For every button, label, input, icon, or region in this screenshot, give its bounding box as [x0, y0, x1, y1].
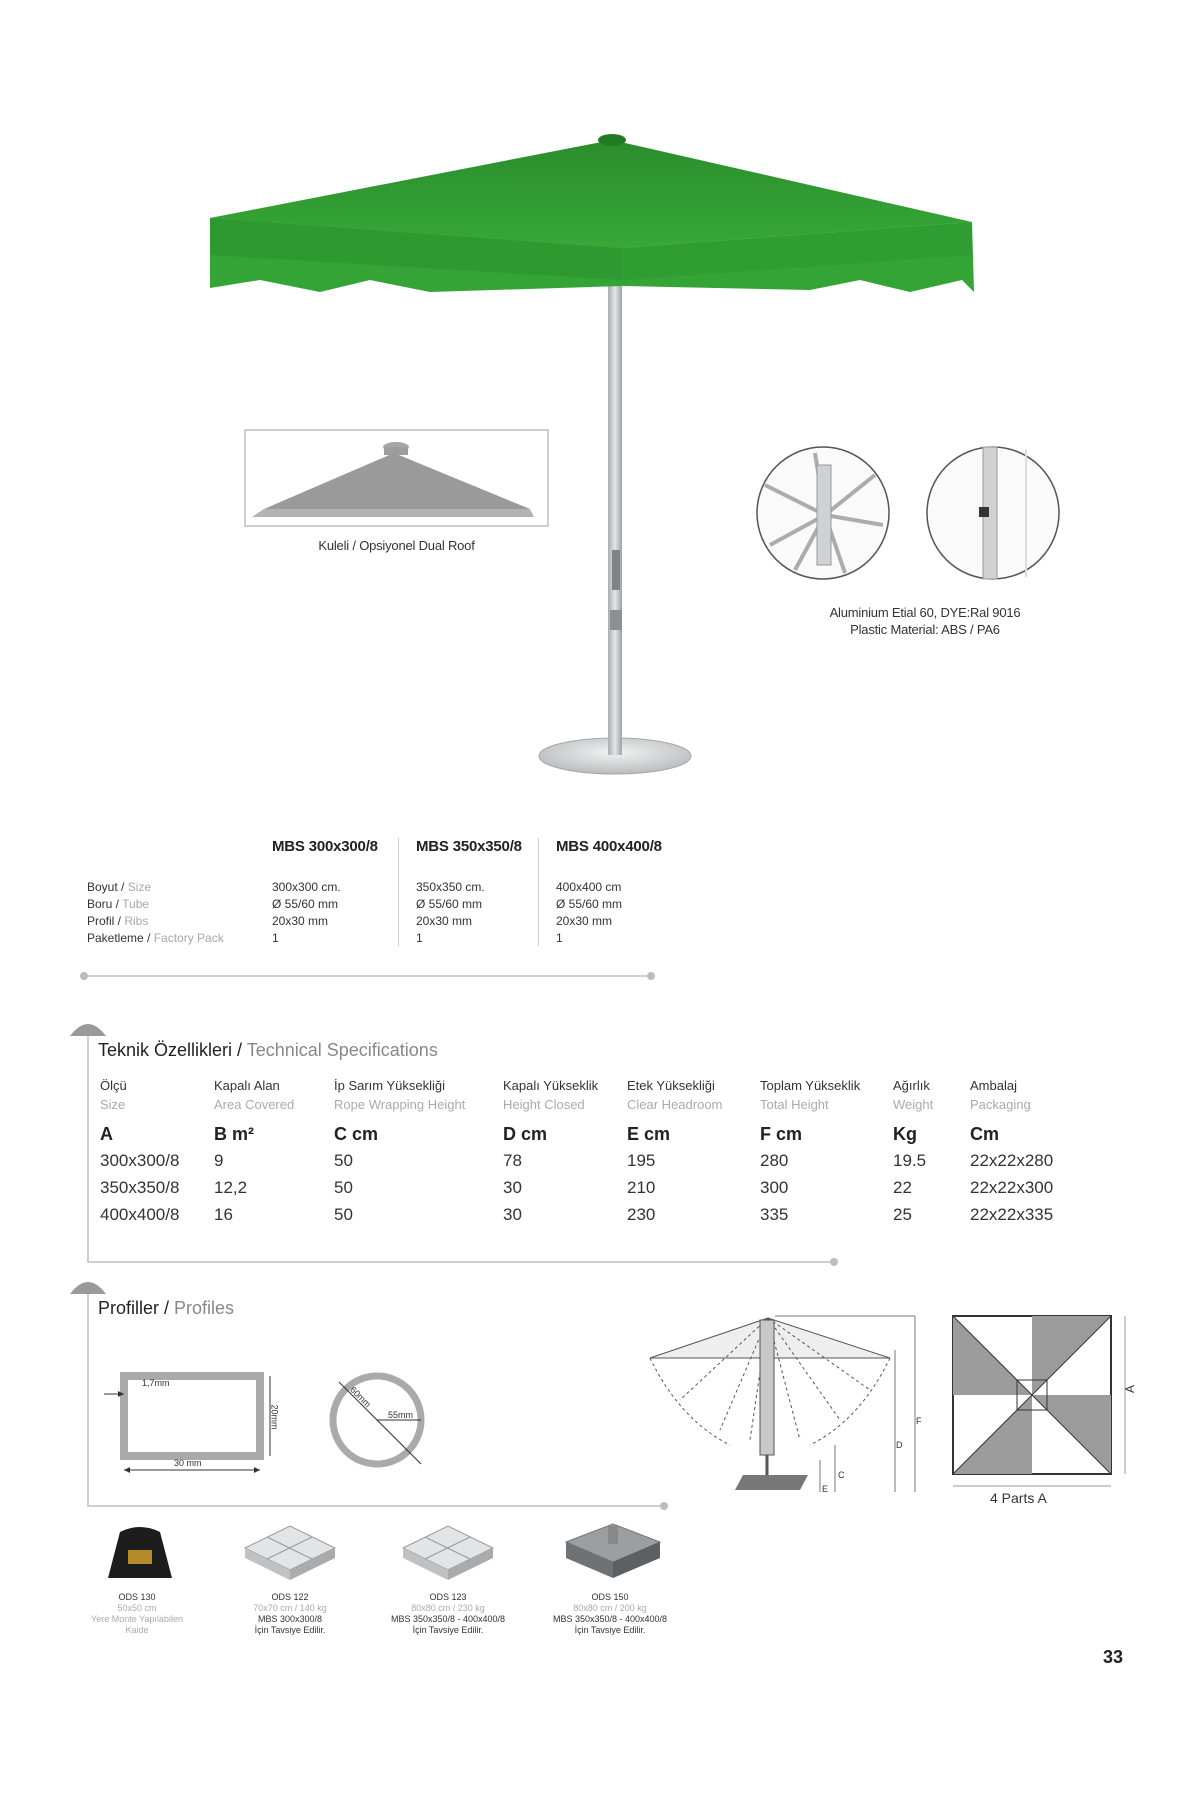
- spec-unit: D cm: [503, 1124, 548, 1144]
- spec-col-header: Ağırlık Weight: [893, 1078, 934, 1112]
- spec-cell: 78: [503, 1151, 522, 1170]
- spec-unit: E cm: [627, 1124, 671, 1144]
- model-cell: 20x30 mm: [416, 914, 473, 928]
- specs-rule: [87, 1261, 835, 1263]
- spec-cell: 400x400/8: [100, 1205, 180, 1224]
- rect-width-label: 30 mm: [174, 1458, 202, 1468]
- profiles-title: Profiller / Profiles: [98, 1298, 235, 1318]
- product-image-ods123: [398, 1518, 498, 1584]
- spec-unit: F cm: [760, 1124, 803, 1144]
- spec-cell: 50: [334, 1205, 353, 1224]
- parts-label: 4 Parts A: [990, 1490, 1047, 1506]
- product-caption-ods130: ODS 130 50x50 cm Yere Monte Yapılabilen Kaide: [91, 1592, 183, 1635]
- spec-col-header: Ambalaj Packaging: [970, 1078, 1031, 1112]
- spec-cell: 25: [893, 1205, 912, 1224]
- spec-cell: 280: [760, 1151, 789, 1170]
- spec-col-header: Ölçü Size: [100, 1078, 127, 1112]
- circle-inner-label: 55mm: [388, 1410, 414, 1420]
- dim-letter-c: C: [838, 1470, 845, 1480]
- models-rule: [84, 975, 652, 977]
- umbrella-dimension-diagram: [640, 1310, 930, 1500]
- top-view-diagram: [945, 1310, 1138, 1495]
- spec-cell: 335: [760, 1205, 789, 1224]
- spec-cell: 12,2: [214, 1178, 248, 1197]
- model-divider: [538, 838, 539, 946]
- model-cell: 20x30 mm: [556, 914, 613, 928]
- spec-col-header: İp Sarım Yüksekliği Rope Wrapping Height: [334, 1078, 466, 1112]
- rule-dot: [660, 1502, 668, 1510]
- model-cell: 1: [416, 931, 423, 945]
- model-cell: 1: [556, 931, 563, 945]
- circle-outer-label: 60mm: [348, 1384, 373, 1410]
- spec-cell: 22x22x335: [970, 1205, 1054, 1224]
- spec-cell: 300x300/8: [100, 1151, 180, 1170]
- material-caption-2: Plastic Material: ABS / PA6: [850, 622, 1000, 637]
- dual-roof-caption: Kuleli / Opsiyonel Dual Roof: [318, 538, 475, 553]
- model-divider: [398, 838, 399, 946]
- spec-cell: 19.5: [893, 1151, 927, 1170]
- row-label-ribs: Profil / Ribs: [87, 914, 149, 928]
- spec-cell: 16: [214, 1205, 233, 1224]
- spec-unit: Kg: [893, 1124, 917, 1144]
- spec-cell: 9: [214, 1151, 224, 1170]
- product-caption-ods123: ODS 123 80x80 cm / 230 kg MBS 350x350/8 - 400x400/8 İçin Tavsiye Edilir.: [390, 1592, 506, 1635]
- rect-height-label: 20mm: [269, 1404, 280, 1430]
- spec-cell: 50: [334, 1178, 353, 1197]
- pole-detail-image: [925, 445, 1061, 581]
- dim-a-label: A: [1123, 1384, 1138, 1394]
- product-image-ods130: [100, 1520, 180, 1582]
- section-frame: [87, 1036, 89, 1262]
- dual-roof-inset-image: [244, 429, 549, 527]
- tube-profile-diagram: [325, 1368, 435, 1478]
- umbrella-section-icon: [70, 1276, 106, 1294]
- spec-cell: 350x350/8: [100, 1178, 180, 1197]
- rib-detail-image: [755, 445, 891, 581]
- tech-specs-title: Teknik Özellikleri / Technical Specifications: [98, 1040, 438, 1060]
- spec-col-header: Kapalı Alan Area Covered: [214, 1078, 295, 1112]
- section-frame: [87, 1294, 89, 1506]
- spec-cell: 230: [627, 1205, 656, 1224]
- product-caption-ods122: ODS 122 70x70 cm / 140 kg MBS 300x300/8 İçin Tavsiye Edilir.: [253, 1592, 327, 1635]
- rule-dot: [80, 972, 88, 980]
- model-cell: 1: [272, 931, 279, 945]
- spec-cell: 300: [760, 1178, 789, 1197]
- model-header-3: MBS 400x400/8: [556, 838, 662, 855]
- spec-unit: Cm: [970, 1124, 1000, 1144]
- model-cell: 20x30 mm: [272, 914, 329, 928]
- spec-col-header: Kapalı Yükseklik Height Closed: [503, 1078, 599, 1112]
- model-cell: 400x400 cm: [556, 880, 622, 894]
- row-label-tube: Boru / Tube: [87, 897, 150, 911]
- model-cell: 300x300 cm.: [272, 880, 341, 894]
- profiles-rule: [87, 1505, 665, 1507]
- spec-col-header: Toplam Yükseklik Total Height: [760, 1078, 861, 1112]
- model-cell: Ø 55/60 mm: [556, 897, 623, 911]
- product-image-ods122: [240, 1518, 340, 1584]
- spec-unit: C cm: [334, 1124, 379, 1144]
- model-header-2: MBS 350x350/8: [416, 838, 522, 855]
- spec-unit: A: [100, 1124, 113, 1144]
- material-caption-1: Aluminium Etial 60, DYE:Ral 9016: [829, 605, 1021, 620]
- rule-dot: [647, 972, 655, 980]
- spec-cell: 22: [893, 1178, 912, 1197]
- model-cell: Ø 55/60 mm: [272, 897, 339, 911]
- row-label-size: Boyut / Size: [87, 880, 152, 894]
- model-header-1: MBS 300x300/8: [272, 838, 378, 855]
- spec-col-header: Etek Yüksekliği Clear Headroom: [627, 1078, 723, 1112]
- spec-unit: B m²: [214, 1124, 254, 1144]
- spec-cell: 22x22x300: [970, 1178, 1054, 1197]
- spec-cell: 50: [334, 1151, 353, 1170]
- product-image-ods150: [558, 1516, 668, 1586]
- product-caption-ods150: ODS 150 80x80 cm / 200 kg MBS 350x350/8 - 400x400/8 İçin Tavsiye Edilir.: [552, 1592, 668, 1635]
- rule-dot: [830, 1258, 838, 1266]
- rect-wall-label: 1,7mm: [142, 1378, 170, 1388]
- dim-letter-f: F: [916, 1416, 922, 1426]
- row-label-pack: Paketleme / Factory Pack: [87, 931, 224, 945]
- dim-letter-e: E: [822, 1484, 829, 1494]
- spec-cell: 30: [503, 1205, 522, 1224]
- spec-cell: 210: [627, 1178, 656, 1197]
- spec-cell: 30: [503, 1178, 522, 1197]
- spec-cell: 22x22x280: [970, 1151, 1054, 1170]
- model-cell: 350x350 cm.: [416, 880, 485, 894]
- dim-letter-d: D: [896, 1440, 903, 1450]
- umbrella-section-icon: [70, 1018, 106, 1036]
- model-cell: Ø 55/60 mm: [416, 897, 483, 911]
- spec-cell: 195: [627, 1151, 656, 1170]
- page-number: 33: [1102, 1647, 1123, 1667]
